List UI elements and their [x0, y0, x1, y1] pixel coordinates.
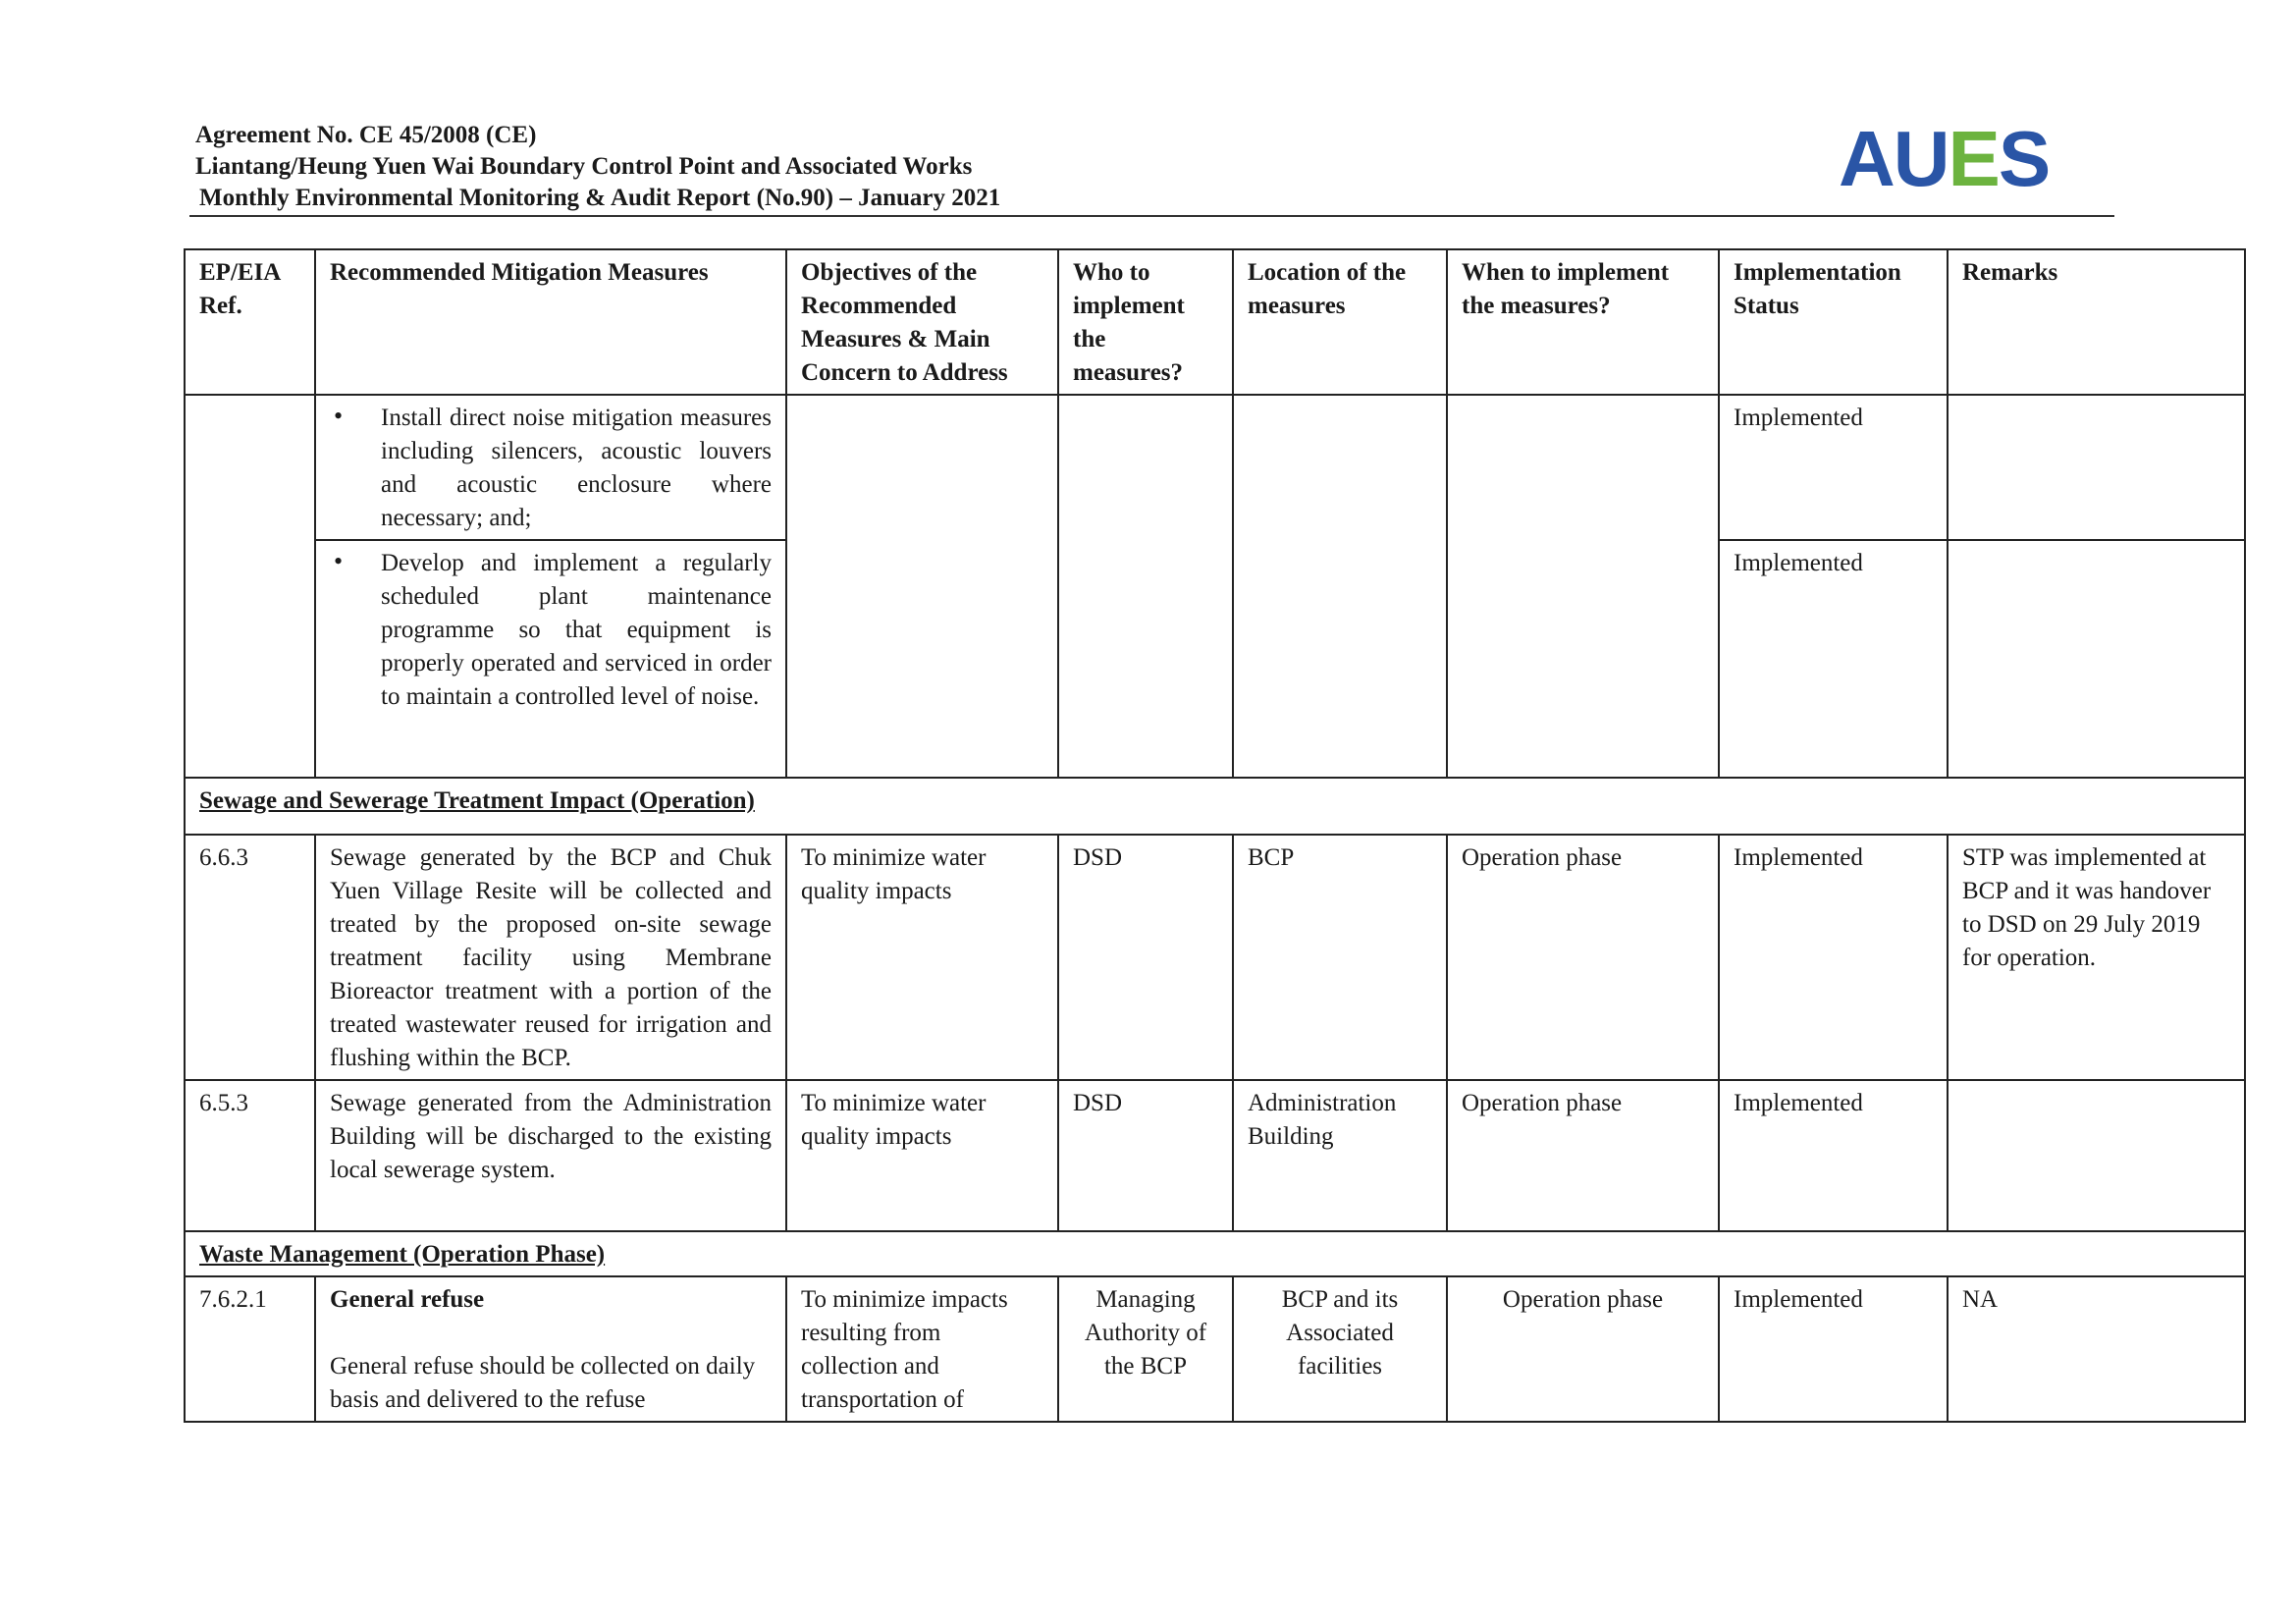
ref-cell: 6.6.3 [185, 835, 315, 1080]
objective-cell: To minimize water quality impacts [786, 1080, 1058, 1231]
who-cell: DSD [1058, 1080, 1233, 1231]
ref-cell: 7.6.2.1 [185, 1276, 315, 1422]
project-title: Liantang/Heung Yuen Wai Boundary Control Point and Associated Works [195, 153, 973, 180]
col-header-status: Implementation Status [1719, 249, 1948, 395]
col-header-measures: Recommended Mitigation Measures [315, 249, 786, 395]
ref-cell: 6.5.3 [185, 1080, 315, 1231]
location-cell: Administration Building [1233, 1080, 1447, 1231]
agreement-number: Agreement No. CE 45/2008 (CE) [195, 122, 537, 148]
status-cell: Implemented [1719, 1276, 1948, 1422]
header-divider [189, 215, 2114, 217]
measure-cell: Sewage generated from the Administration Building will be discharged to the existing local sewerage system. [315, 1080, 786, 1231]
col-header-ref: EP/EIA Ref. [185, 249, 315, 395]
remarks-cell [1948, 540, 2245, 778]
status-cell: Implemented [1719, 835, 1948, 1080]
report-title: Monthly Environmental Monitoring & Audit Report (No.90) – January 2021 [199, 185, 1001, 211]
logo-text-au: AU [1839, 115, 1949, 202]
when-cell: Operation phase [1447, 1276, 1719, 1422]
logo-text-e: E [1948, 115, 1999, 202]
objective-cell [786, 395, 1058, 778]
location-cell [1233, 395, 1447, 778]
table-header-row [185, 249, 2245, 395]
measure-cell: Sewage generated by the BCP and Chuk Yuen Village Resite will be collected and treated by the proposed on-site sewage treatment facility using Membrane Bioreactor treatment with a portion of the treated wastewater reused for irrigation and flushing within the BCP. [315, 835, 786, 1080]
status-cell: Implemented [1719, 1080, 1948, 1231]
section-header-row [185, 1231, 2245, 1276]
logo-text-s: S [1998, 115, 2050, 202]
table-row [185, 395, 2245, 540]
measure-cell [315, 1276, 786, 1422]
col-header-who: Who to implement the measures? [1058, 249, 1233, 395]
measure-cell [315, 395, 786, 540]
measure-title: General refuse [330, 1286, 485, 1313]
col-header-location: Location of the measures [1233, 249, 1447, 395]
objective-cell: To minimize water quality impacts [786, 835, 1058, 1080]
status-cell: Implemented [1719, 395, 1948, 540]
table-row [185, 1276, 2245, 1422]
who-cell: DSD [1058, 835, 1233, 1080]
when-cell: Operation phase [1447, 1080, 1719, 1231]
measure-bullet: • Install direct noise mitigation measures including silencers, acoustic louvers and acoustic enclosure where necessary; and; [330, 402, 772, 535]
measure-text: General refuse should be collected on daily basis and delivered to the refuse [330, 1353, 756, 1413]
measure-bullet: • Develop and implement a regularly scheduled plant maintenance programme so that equipment is properly operated and serviced in order to maintain a controlled level of noise. [330, 547, 772, 714]
col-header-objectives: Objectives of the Recommended Measures & Main Concern to Address [786, 249, 1058, 395]
table-row [185, 835, 2245, 1080]
remarks-cell [1948, 1080, 2245, 1231]
section-title-sewage: Sewage and Sewerage Treatment Impact (Operation) [185, 778, 2245, 835]
who-cell [1058, 395, 1233, 778]
location-cell: BCP [1233, 835, 1447, 1080]
section-header-row [185, 778, 2245, 835]
when-cell [1447, 395, 1719, 778]
who-cell: Managing Authority of the BCP [1058, 1276, 1233, 1422]
table-row [185, 1080, 2245, 1231]
section-title-waste: Waste Management (Operation Phase) [185, 1231, 2245, 1276]
col-header-when: When to implement the measures? [1447, 249, 1719, 395]
objective-cell: To minimize impacts resulting from collection and transportation of [786, 1276, 1058, 1422]
when-cell: Operation phase [1447, 835, 1719, 1080]
ref-cell [185, 395, 315, 778]
remarks-cell [1948, 395, 2245, 540]
measure-cell [315, 540, 786, 778]
status-cell: Implemented [1719, 540, 1948, 778]
location-cell: BCP and its Associated facilities [1233, 1276, 1447, 1422]
remarks-cell: STP was implemented at BCP and it was handover to DSD on 29 July 2019 for operation. [1948, 835, 2245, 1080]
mitigation-measures-table [184, 248, 2246, 1423]
col-header-remarks: Remarks [1948, 249, 2245, 395]
measure-spacer [330, 1317, 772, 1350]
aues-logo [1839, 115, 2049, 203]
remarks-cell: NA [1948, 1276, 2245, 1422]
